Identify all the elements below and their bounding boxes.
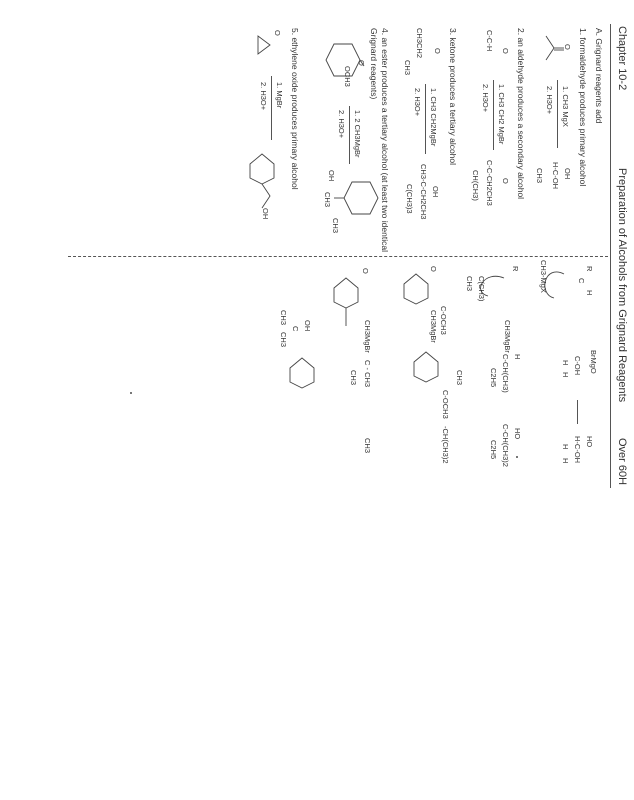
s3-reagent-bottom: 2. H3O+ (413, 88, 422, 117)
s4-arrow (349, 106, 350, 164)
m1-arrow (577, 400, 578, 424)
m3-o: O (429, 266, 438, 272)
s5-epoxide-structure (254, 34, 274, 58)
m2-ho: HO (513, 428, 522, 440)
m1-h1: H (561, 360, 570, 366)
s2-starting-material: C-C-H (485, 30, 494, 52)
chapter-label: Chapter 10-2 (616, 26, 628, 91)
m2-mid: C-CH(CH3) (501, 354, 510, 393)
s1-formaldehyde-structure (542, 34, 564, 64)
m2-mid-sub: C2H5 (489, 368, 498, 388)
m5-ch3: CH3 (279, 332, 288, 348)
s2-arrow (493, 80, 494, 150)
s2-title: 2. an aldehyde produces a secondary alcohol (516, 28, 526, 200)
s3-product: CH3-C-CH2CH3 (419, 164, 428, 220)
s4-title: 4. an ester produces a tertiary alcohol (at least two identical (380, 28, 390, 252)
s1-oh: OH (563, 168, 572, 180)
s1-arrow (557, 80, 558, 148)
m4-sub: CH3 (349, 370, 358, 386)
m4-mid: C - CH3 (363, 360, 372, 388)
s3-oh: OH (431, 186, 440, 198)
s5-arrow (271, 76, 272, 140)
header-rule (610, 24, 611, 488)
s5-o: O (273, 30, 282, 36)
m2-right-sub: C2H5 (489, 440, 498, 460)
s2-reagent-bottom: 2. H3O+ (481, 84, 490, 113)
rotated-page (64, 20, 634, 492)
s1-title: 1. formaldehyde produces primary alcohol (578, 28, 588, 187)
s3-arrow (425, 84, 426, 154)
m1-h4: H (561, 458, 570, 464)
s2-product-o: O (501, 178, 510, 184)
m3-ch3: CH3 (455, 370, 464, 386)
page-title: Preparation of Alcohols from Grignard Reagents (616, 168, 628, 403)
m2-bottom-1: C(CH3) (477, 276, 486, 302)
document-page (64, 20, 634, 492)
s5-reagent-bottom: 2. H3O+ (259, 82, 268, 111)
m1-r2: C (577, 278, 586, 284)
s5-title: 5. ethylene oxide produces primary alcohol (290, 28, 300, 190)
m5-oh: OH (303, 320, 312, 332)
m1-h2: H (561, 372, 570, 378)
m4-ring (324, 270, 368, 340)
s4-reagent-bottom: 2. H3O+ (337, 110, 346, 139)
m2-h: H (513, 354, 522, 360)
s1-reagent-top: 1. CH3 MgX (561, 86, 570, 127)
page-ref: Over 60H (616, 438, 628, 486)
s4-title-2: Grignard reagents) (369, 28, 379, 100)
s4-product-oh: OH (327, 170, 336, 182)
m1-h3: H (561, 444, 570, 450)
m4-o: O (361, 268, 370, 274)
m3-left: CH3MgBr (429, 310, 438, 343)
s5-oh: OH (261, 208, 270, 220)
m1-bottom: CH3-MgX (539, 260, 548, 293)
s4-reagent-top: 1. 2 CH3MgBr (353, 110, 362, 158)
s2-product-sub: CH(CH3) (471, 170, 480, 201)
s3-product-sub: C(CH3)3 (405, 184, 414, 214)
s3-o: O (433, 48, 442, 54)
s2-product: C-C-CH2CH3 (485, 160, 494, 206)
m2-right: C-CH(CH3)2 (501, 424, 510, 467)
m1-r1: R (585, 266, 594, 272)
m1-r3: H (585, 290, 594, 296)
m3-mid: C-OCH3 (439, 306, 448, 335)
m2-bottom-2: CH3 (465, 276, 474, 292)
m3-right: C-OCH3 (441, 390, 450, 419)
s1-ch3: CH3 (535, 168, 544, 184)
m1-ho: HO (585, 436, 594, 448)
s5-reagent-top: 1. MgBr (275, 82, 284, 109)
intro-text: A. Grignard reagents add (594, 28, 604, 124)
m4-left: CH3MgBr (363, 320, 372, 353)
s3-starting-sub: CH3 (403, 60, 412, 76)
m5-ring (274, 350, 324, 410)
s4-product-ch3b: CH3 (331, 218, 340, 234)
s1-reagent-bottom: 2. H3O+ (545, 86, 554, 115)
s4-cyclohexyl-ring (310, 30, 360, 90)
s1-product: H-C-OH (551, 162, 560, 190)
m2-left: CH3MgBr (503, 320, 512, 353)
scan-speck (516, 456, 518, 458)
m1-left-label: BrMgO (589, 350, 598, 374)
scan-speck (130, 392, 132, 394)
s3-reagent-top: 1. CH3 CH2MgBr (429, 88, 438, 147)
s4-product-ch3a: CH3 (323, 192, 332, 208)
column-divider (68, 256, 608, 257)
m2-r: R (511, 266, 520, 272)
m1-product: H-C-OH (573, 436, 582, 464)
s4-o: O (357, 60, 366, 66)
s3-starting-material: CH3CH2 (415, 28, 424, 59)
s4-starting-material: OCH3 (343, 66, 352, 87)
s2-reagent-top: 1. CH3 CH2 MgBr (497, 84, 506, 145)
s3-title: 3. ketone produces a tertiary alcohol (448, 28, 458, 166)
m5-mid: C (291, 326, 300, 332)
m1-mid: C-OH (573, 356, 582, 376)
s1-o: O (563, 44, 572, 50)
m4-right-label: CH3 (363, 438, 372, 454)
m3-right-top: -CH(CH3)2 (441, 426, 450, 464)
s2-o: O (501, 48, 510, 54)
m5-ch3b: CH3 (279, 310, 288, 326)
